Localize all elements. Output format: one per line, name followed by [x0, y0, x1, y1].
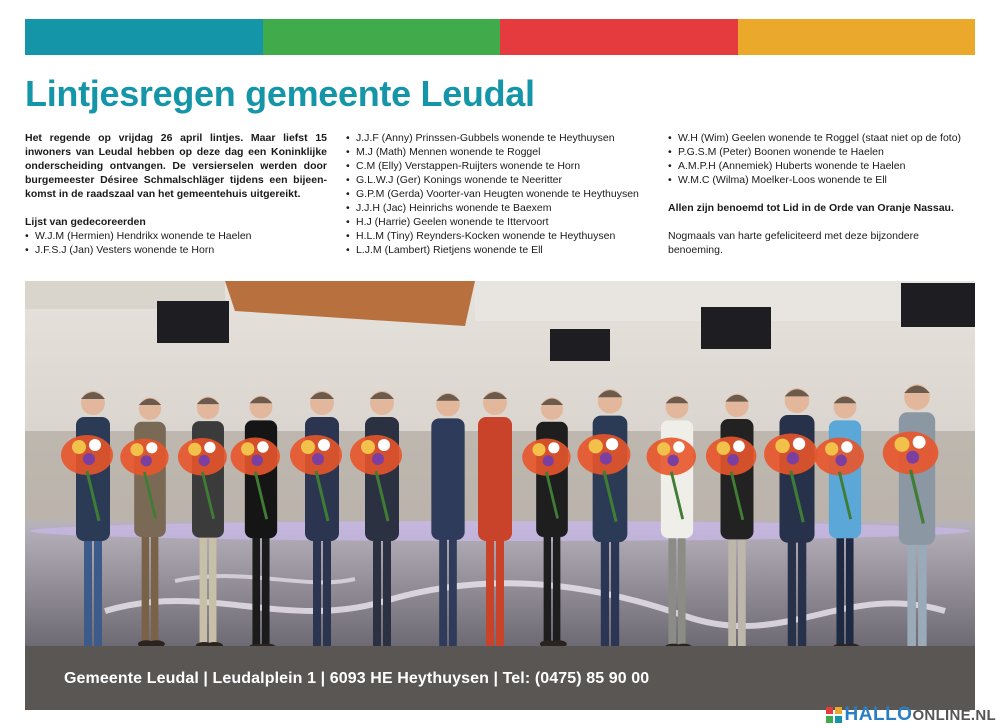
list-item: • C.M (Elly) Verstappen-Ruijters wonende te Horn	[346, 159, 651, 173]
watermark-part1: HALLO	[844, 704, 913, 725]
list-item: • H.J (Harrie) Geelen wonende te Ittervoort	[346, 215, 651, 229]
closing-paragraph: Nogmaals van harte gefeliciteerd met deze bijzondere benoeming.	[668, 230, 919, 256]
watermark-part2: ONLINE.NL	[912, 706, 996, 724]
list-item: • L.J.M (Lambert) Rietjens wonende te Ell	[346, 243, 651, 257]
text-column-3	[668, 131, 975, 257]
color-block-teal	[25, 19, 263, 55]
list-item: • A.M.P.H (Annemiek) Huberts wonende te Haelen	[668, 159, 975, 173]
footer-contact: Gemeente Leudal | Leudalplein 1 | 6093 HE Heythuysen | Tel: (0475) 85 90 00	[64, 670, 650, 687]
group-photo-ceremony-icon	[25, 281, 975, 646]
list-item: • W.H (Wim) Geelen wonende te Roggel (staat niet op de foto)	[668, 131, 975, 145]
hallo-online-watermark	[826, 704, 996, 726]
color-block-yellow	[738, 19, 976, 55]
footer-bar	[25, 646, 975, 710]
decorated-list-part-3	[668, 131, 975, 187]
list-item: • M.J (Math) Mennen wonende te Roggel	[346, 145, 651, 159]
color-block-green	[263, 19, 501, 55]
intro-paragraph: Het regende op vrijdag 26 april lintjes. Maar liefst 15 inwoners van Leudal hebben op deze dag een Koninklijke onderscheiding ontvangen. De versierselen werden door burgemeester Désiree Schmalschläger tijdens een bijeen-komst in de raadszaal van het gemeentehuis uitgereikt.	[25, 132, 327, 200]
closing-bold-paragraph: Allen zijn benoemd tot Lid in de Orde van Oranje Nassau.	[668, 202, 954, 214]
list-item: • W.M.C (Wilma) Moelker-Loos wonende te Ell	[668, 173, 975, 187]
list-item: • P.G.S.M (Peter) Boonen wonende te Haelen	[668, 145, 975, 159]
list-item: • H.L.M (Tiny) Reynders-Kocken wonende te Heythuysen	[346, 229, 651, 243]
list-item: • J.J.F (Anny) Prinssen-Gubbels wonende te Heythuysen	[346, 131, 651, 145]
text-column-2	[346, 131, 651, 257]
article-title: Lintjesregen gemeente Leudal	[25, 73, 535, 114]
list-item: • J.J.H (Jac) Heinrichs wonende te Baexem	[346, 201, 651, 215]
decorated-list-part-2	[346, 131, 651, 257]
color-block-red	[500, 19, 738, 55]
list-heading: Lijst van gedecoreerden	[25, 216, 146, 228]
list-item: • W.J.M (Hermien) Hendrikx wonende te Haelen	[25, 229, 327, 243]
text-column-1	[25, 131, 327, 257]
list-item: • G.P.M (Gerda) Voorter-van Heugten wonende te Heythuysen	[346, 187, 651, 201]
group-photo	[25, 281, 975, 646]
list-item: • J.F.S.J (Jan) Vesters wonende te Horn	[25, 243, 327, 257]
list-item: • G.L.W.J (Ger) Konings wonende te Neeritter	[346, 173, 651, 187]
brand-color-bar	[25, 19, 975, 55]
decorated-list-part-1	[25, 229, 327, 257]
hallo-logo-icon	[826, 707, 842, 723]
